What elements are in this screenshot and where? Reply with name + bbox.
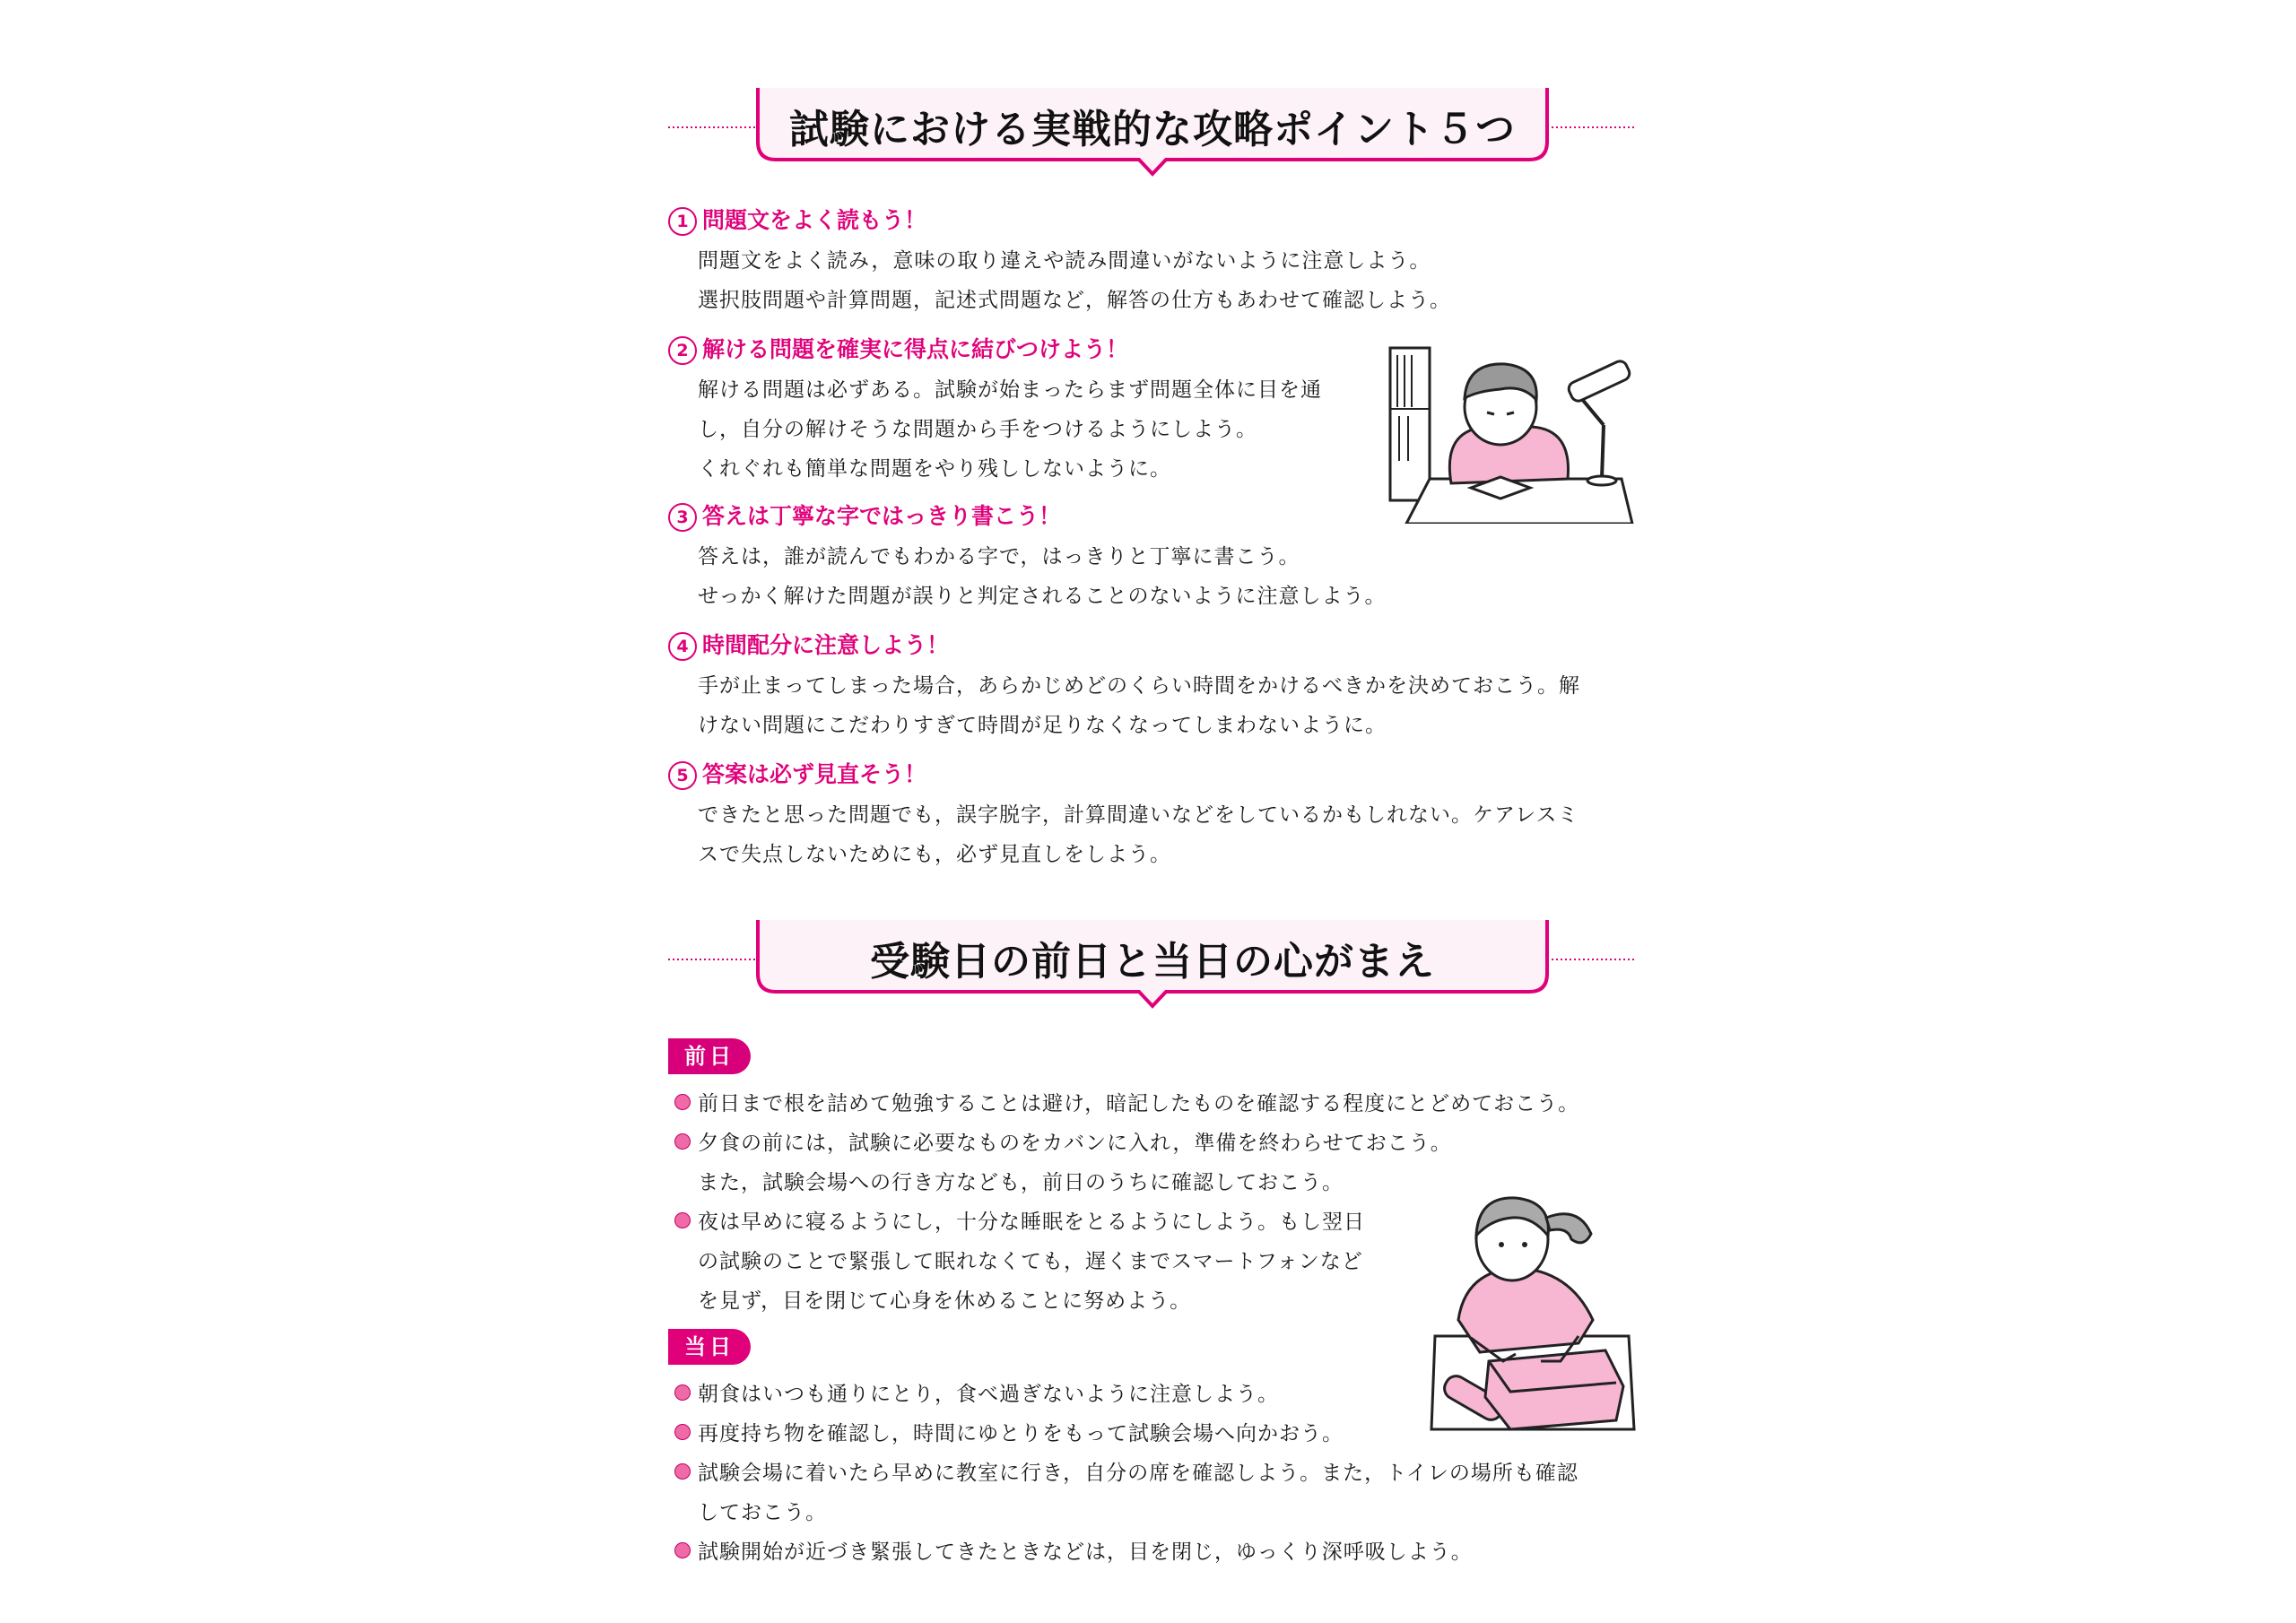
- point-number: 4: [668, 632, 697, 661]
- toujitsu-tag: 当日: [668, 1329, 751, 1365]
- toujitsu-item: 再度持ち物を確認し，時間にゆとりをもって試験会場へ向かおう。: [698, 1422, 1344, 1445]
- student-studying-at-desk-illustration-icon: [1388, 344, 1639, 524]
- point-heading-text: 解ける問題を確実に得点に結びつけよう！: [702, 336, 1129, 362]
- point-heading-text: 問題文をよく読もう！: [702, 207, 927, 233]
- point-heading-text: 時間配分に注意しよう！: [702, 632, 950, 658]
- point-1-line: 選択肢問題や計算問題，記述式問題など，解答の仕方もあわせて確認しよう。: [698, 289, 1451, 312]
- student-packing-bag-illustration-icon: [1426, 1185, 1641, 1436]
- point-heading-text: 答えは丁寧な字ではっきり書こう！: [702, 503, 1062, 529]
- zenjitsu-tag: 前日: [668, 1038, 751, 1074]
- section1-title: 試験における実戦的な攻略ポイント５つ: [789, 107, 1516, 152]
- point-1-heading: [668, 203, 926, 236]
- point-4-heading: [668, 628, 949, 661]
- bullet-icon: [674, 1094, 691, 1110]
- bullet-icon: [674, 1424, 691, 1440]
- point-number: 5: [668, 761, 697, 790]
- section2-title: 受験日の前日と当日の心がまえ: [870, 939, 1435, 985]
- point-1-line: 問題文をよく読み，意味の取り違えや読み間違いがないように注意しよう。: [698, 249, 1431, 273]
- point-2-line: し，自分の解けそうな問題から手をつけるようにしよう。: [698, 418, 1257, 441]
- point-5-line: できたと思った問題でも，誤字脱字，計算間違いなどをしているかもしれない。ケアレスミ: [698, 803, 1579, 827]
- toujitsu-item: 試験開始が近づき緊張してきたときなどは，目を閉じ，ゆっくり深呼吸しよう。: [698, 1541, 1473, 1564]
- point-2-line: 解ける問題は必ずある。試験が始まったらまず問題全体に目を通: [698, 378, 1322, 402]
- zenjitsu-item: 夜は早めに寝るようにし，十分な睡眠をとるようにしよう。もし翌日: [698, 1211, 1365, 1234]
- point-5-heading: [668, 757, 926, 790]
- point-number: 3: [668, 503, 697, 532]
- zenjitsu-item: また，試験会場への行き方なども，前日のうちに確認しておこう。: [698, 1171, 1344, 1194]
- point-2-line: くれぐれも簡単な問題をやり残ししないように。: [698, 457, 1171, 481]
- point-heading-text: 答案は必ず見直そう！: [702, 761, 927, 787]
- zenjitsu-item: 前日まで根を詰めて勉強することは避け，暗記したものを確認する程度にとどめておこう。: [698, 1092, 1580, 1115]
- bullet-icon: [674, 1463, 691, 1480]
- section1-banner: [668, 86, 1637, 176]
- toujitsu-item: しておこう。: [698, 1501, 827, 1524]
- bullet-icon: [674, 1542, 691, 1558]
- zenjitsu-item: 夕食の前には，試験に必要なものをカバンに入れ，準備を終わらせておこう。: [698, 1132, 1452, 1155]
- zenjitsu-item: の試験のことで緊張して眠れなくても，遅くまでスマートフォンなど: [698, 1250, 1363, 1273]
- section2-banner: [668, 918, 1637, 1008]
- point-3-line: 答えは，誰が読んでもわかる字で，はっきりと丁寧に書こう。: [698, 545, 1300, 568]
- toujitsu-item: 朝食はいつも通りにとり，食べ過ぎないように注意しよう。: [698, 1383, 1279, 1406]
- point-number: 2: [668, 336, 697, 365]
- toujitsu-item: 試験会場に着いたら早めに教室に行き，自分の席を確認しよう。また，トイレの場所も確認: [698, 1462, 1578, 1485]
- point-3-line: せっかく解けた問題が誤りと判定されることのないように注意しよう。: [698, 585, 1387, 608]
- bullet-icon: [674, 1384, 691, 1401]
- point-5-line: スで失点しないためにも，必ず見直しをしよう。: [698, 843, 1171, 866]
- point-4-line: 手が止まってしまった場合，あらかじめどのくらい時間をかけるべきかを決めておこう。解: [698, 674, 1580, 698]
- bullet-icon: [674, 1133, 691, 1150]
- bullet-icon: [674, 1212, 691, 1228]
- point-3-heading: [668, 499, 1061, 532]
- point-4-line: けない問題にこだわりすぎて時間が足りなくなってしまわないように。: [698, 714, 1387, 737]
- point-number: 1: [668, 207, 697, 236]
- point-2-heading: [668, 332, 1128, 365]
- zenjitsu-item: を見ず，目を閉じて心身を休めることに努めよう。: [698, 1289, 1192, 1313]
